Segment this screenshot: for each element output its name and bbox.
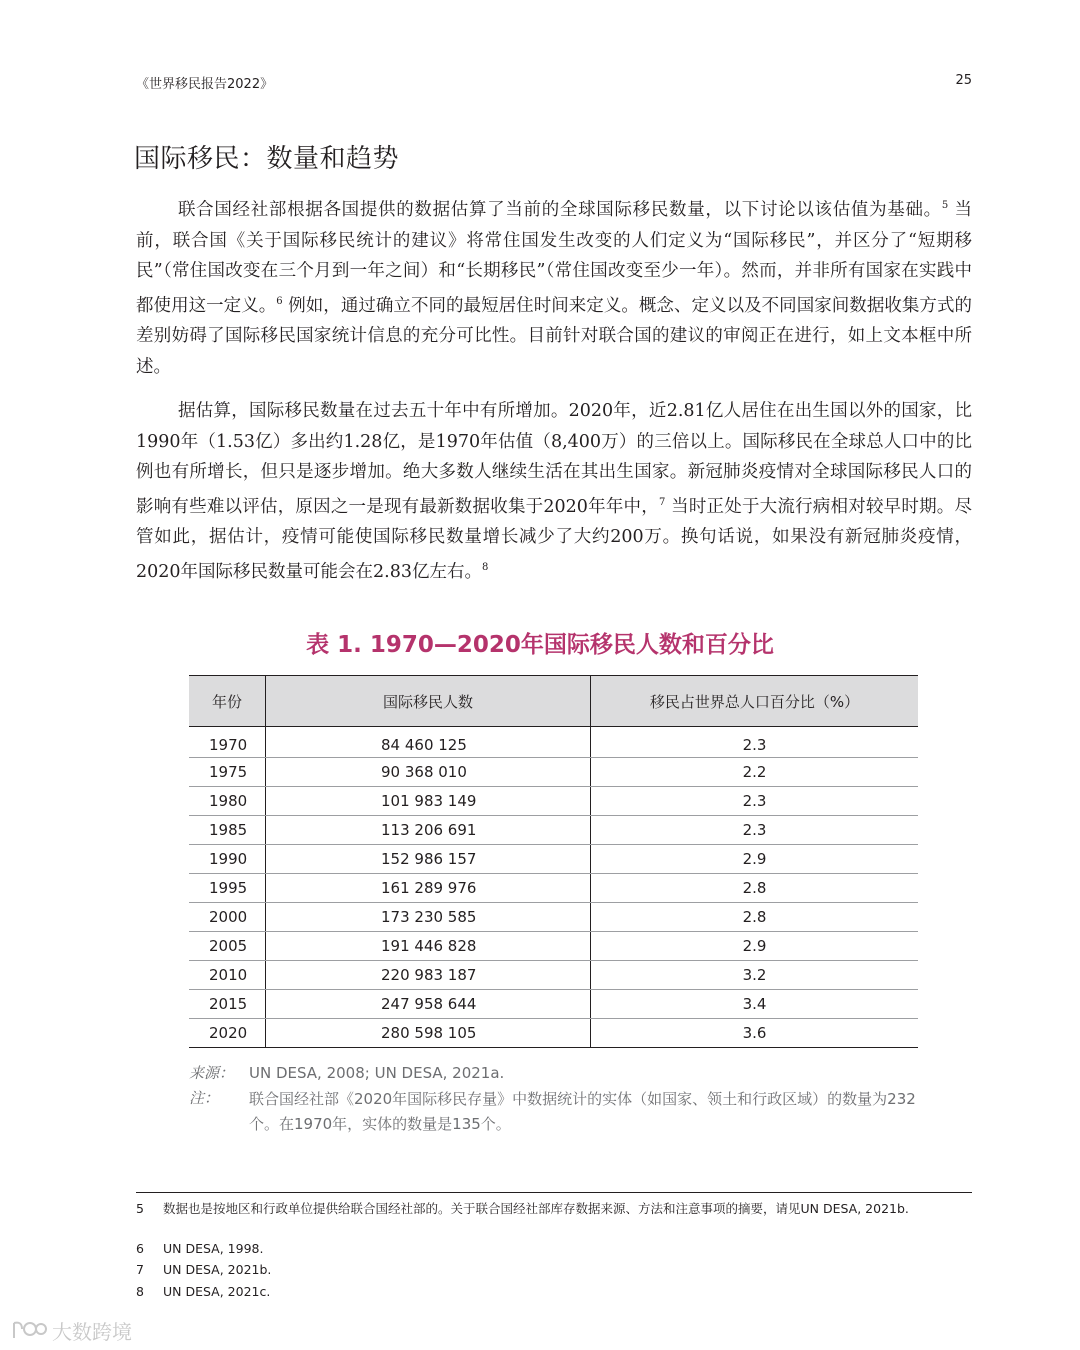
source-label: 来源：: [189, 1064, 235, 1082]
column-header-percent: 移民占世界总人口百分比（%）: [591, 676, 919, 727]
percent-cell: 2.3: [591, 787, 919, 816]
paragraph-text: 当前，联合国《关于国际移民统计的建议》将常住国发生改变的人们定义为“国际移民”，并区分了“短期移民”（常住国改变在三个月到一年之间）和“长期移民”（常住国改变至少一年）。然而，并非所有国家在实践中都使用这一定义。: [136, 200, 972, 316]
table-row: [189, 816, 918, 845]
percent-cell: 2.9: [591, 932, 919, 961]
migrant-count-cell: 152 986 157: [266, 845, 591, 874]
percent-cell: 2.3: [591, 816, 919, 845]
table-row: [189, 727, 918, 758]
migrant-count-cell: 90 368 010: [266, 758, 591, 787]
column-header-migrants: 国际移民人数: [266, 676, 591, 727]
year-cell: 1995: [189, 874, 266, 903]
migrant-count-cell: 220 983 187: [266, 961, 591, 990]
percent-cell: 3.6: [591, 1019, 919, 1048]
source-text: UN DESA, 2008; UN DESA, 2021a.: [249, 1064, 505, 1082]
column-header-year: 年份: [189, 676, 266, 727]
note-label: 注：: [189, 1089, 220, 1107]
migrant-count-cell: 84 460 125: [266, 727, 591, 758]
footnote-text: UN DESA, 2021c.: [163, 1284, 271, 1299]
footnote-number: 7: [136, 1262, 144, 1277]
footnote-text: UN DESA, 2021b.: [163, 1262, 272, 1277]
page-header-title: 《世界移民报告2022》: [136, 77, 274, 92]
table-row: [189, 845, 918, 874]
paragraph-text: 例如，通过确立不同的最短居住时间来定义。概念、定义以及不同国家间数据收集方式的差别妨碍了国际移民国家统计信息的充分可比性。目前针对联合国的建议的审阅正在进行，如上文本框中所述。: [136, 295, 972, 377]
migrant-count-cell: 247 958 644: [266, 990, 591, 1019]
percent-cell: 2.2: [591, 758, 919, 787]
year-cell: 2015: [189, 990, 266, 1019]
percent-cell: 2.9: [591, 845, 919, 874]
table-header-row: [189, 676, 918, 727]
table-row: [189, 932, 918, 961]
section-heading: 国际移民：数量和趋势: [134, 144, 400, 174]
migrant-count-cell: 161 289 976: [266, 874, 591, 903]
body-paragraph-2: [136, 396, 972, 587]
migrant-count-cell: 191 446 828: [266, 932, 591, 961]
percent-cell: 3.2: [591, 961, 919, 990]
migrants-table: [189, 675, 918, 1048]
year-cell: 1980: [189, 787, 266, 816]
percent-cell: 2.8: [591, 874, 919, 903]
footnote-number: 8: [136, 1284, 144, 1299]
migrant-count-cell: 113 206 691: [266, 816, 591, 845]
table-row: [189, 961, 918, 990]
table-source: [189, 1062, 504, 1083]
year-cell: 2020: [189, 1019, 266, 1048]
year-cell: 1970: [189, 727, 266, 758]
migrant-count-cell: 173 230 585: [266, 903, 591, 932]
footnote-7: [136, 1261, 972, 1278]
footnote-text: UN DESA, 1998.: [163, 1241, 264, 1256]
table-row: [189, 787, 918, 816]
paragraph-text: 当时正处于大流行病相对较早时期。尽管如此，据估计，疫情可能使国际移民数量增长减少了大约200万。换句话说，如果没有新冠肺炎疫情，2020年国际移民数量可能会在2.83亿左右。: [136, 496, 973, 582]
footnote-8: [136, 1283, 972, 1300]
footnote-ref-8[interactable]: 8: [482, 561, 489, 573]
year-cell: 2005: [189, 932, 266, 961]
footnote-5: [136, 1200, 972, 1217]
table-note: [189, 1087, 919, 1133]
percent-cell: 2.8: [591, 903, 919, 932]
table-row: [189, 874, 918, 903]
footnote-6: [136, 1240, 972, 1257]
year-cell: 1975: [189, 758, 266, 787]
year-cell: 2010: [189, 961, 266, 990]
table-row: [189, 903, 918, 932]
footnote-ref-5[interactable]: 5: [941, 200, 949, 211]
table-row: [189, 758, 918, 787]
chat-bubble-logo-icon: [10, 1320, 48, 1342]
paragraph-text: 联合国经社部根据各国提供的数据估算了当前的全球国际移民数量，以下讨论以该估值为基础。: [178, 200, 942, 220]
year-cell: 2000: [189, 903, 266, 932]
migrant-count-cell: 101 983 149: [266, 787, 591, 816]
note-text: 联合国经社部《2020年国际移民存量》中数据统计的实体（如国家、领土和行政区域）的数量为232个。在1970年，实体的数量是135个。: [249, 1090, 916, 1133]
percent-cell: 3.4: [591, 990, 919, 1019]
percent-cell: 2.3: [591, 727, 919, 758]
footnote-ref-7[interactable]: 7: [658, 496, 666, 508]
footnote-ref-6[interactable]: 6: [276, 295, 283, 307]
table-title: 表 1. 1970—2020年国际移民人数和百分比: [306, 632, 774, 658]
footnote-divider: [136, 1192, 972, 1193]
body-paragraph-1: [136, 191, 972, 382]
paragraph-text: 据估算，国际移民数量在过去五十年中有所增加。2020年，近2.81亿人居住在出生国以外的国家，比1990年（1.53亿）多出约1.28亿，是1970年估值（8,400万）的三倍以上。国际移民在全球总人口中的比例也有所增长，但只是逐步增加。绝大多数人继续生活在其出生国家。新冠肺炎疫情对全球国际移民人口的影响有些难以评估，原因之一是现有最新数据收集于2020年年中，: [136, 401, 972, 517]
table-row: [189, 1019, 918, 1048]
footnote-number: 5: [136, 1201, 144, 1216]
page-number: 25: [955, 73, 972, 88]
migrant-count-cell: 280 598 105: [266, 1019, 591, 1048]
watermark: [10, 1316, 132, 1345]
year-cell: 1985: [189, 816, 266, 845]
table-row: [189, 990, 918, 1019]
footnote-number: 6: [136, 1241, 144, 1256]
footnote-text: 数据也是按地区和行政单位提供给联合国经社部的。关于联合国经社部库存数据来源、方法和注意事项的摘要，请见UN DESA, 2021b.: [163, 1201, 909, 1216]
year-cell: 1990: [189, 845, 266, 874]
watermark-text: 大数跨境: [52, 1320, 132, 1344]
